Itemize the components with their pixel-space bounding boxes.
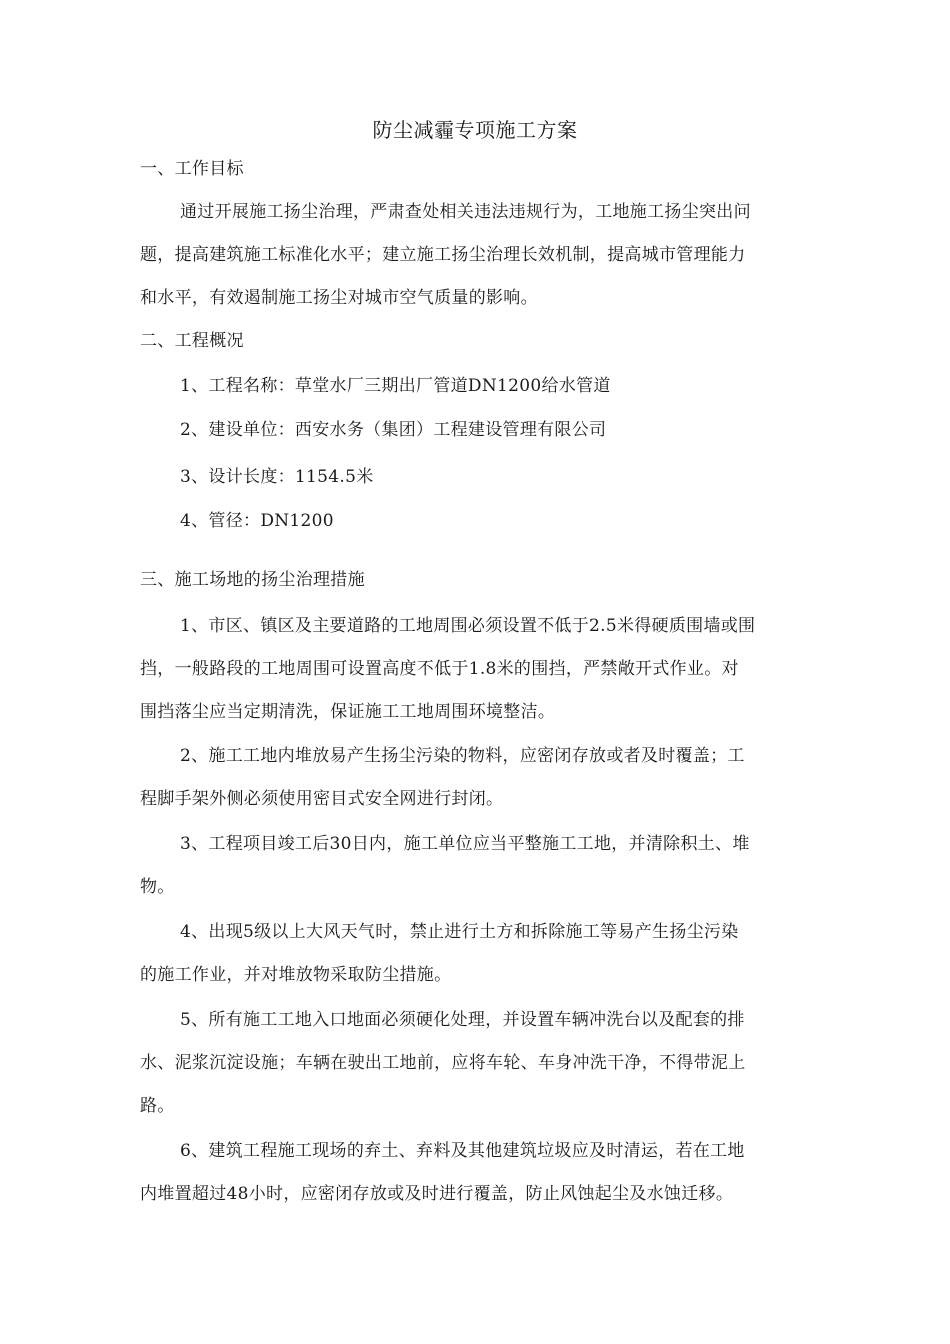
section-3-paragraph-line: 1、市区、镇区及主要道路的工地周围必须设置不低于2.5米得硬质围墙或围 (180, 616, 756, 636)
section-3-paragraph-line: 程脚手架外侧必须使用密目式安全网进行封闭。 (140, 789, 504, 809)
section-1-paragraph-line: 和水平，有效遏制施工扬尘对城市空气质量的影响。 (140, 288, 538, 308)
project-name-item: 1、工程名称：草堂水厂三期出厂管道DN1200给水管道 (180, 376, 611, 396)
section-3-paragraph-line: 2、施工工地内堆放易产生扬尘污染的物料，应密闭存放或者及时覆盖；工 (180, 746, 745, 766)
builder-unit-item: 2、建设单位：西安水务（集团）工程建设管理有限公司 (180, 420, 607, 440)
section-1-paragraph-line: 通过开展施工扬尘治理，严肃查处相关违法违规行为，工地施工扬尘突出问 (180, 202, 751, 222)
section-1-paragraph-line: 题，提高建筑施工标准化水平；建立施工扬尘治理长效机制，提高城市管理能力 (140, 245, 746, 265)
section-3-paragraph-line: 内堆置超过48小时，应密闭存放或及时进行覆盖，防止风蚀起尘及水蚀迁移。 (140, 1184, 734, 1204)
section-3-paragraph-line: 挡，一般路段的工地周围可设置高度不低于1.8米的围挡，严禁敞开式作业。对 (140, 659, 739, 679)
section-3-paragraph-line: 水、泥浆沉淀设施；车辆在驶出工地前，应将车轮、车身冲洗干净，不得带泥上 (140, 1053, 746, 1073)
design-length-item: 3、设计长度：1154.5米 (180, 467, 374, 487)
section-3-paragraph-line: 3、工程项目竣工后30日内，施工单位应当平整施工工地，并清除积土、堆 (180, 834, 750, 854)
section-3-paragraph-line: 4、出现5级以上大风天气时，禁止进行土方和拆除施工等易产生扬尘污染 (180, 922, 739, 942)
section-3-paragraph-line: 的施工作业，并对堆放物采取防尘措施。 (140, 965, 452, 985)
section-3-paragraph-line: 物。 (140, 877, 175, 897)
pipe-diameter-item: 4、管径：DN1200 (180, 511, 334, 531)
section-3-paragraph-line: 围挡落尘应当定期清洗，保证施工工地周围环境整洁。 (140, 702, 556, 722)
section-1-heading: 一、工作目标 (140, 159, 244, 179)
section-3-paragraph-line: 路。 (140, 1096, 175, 1116)
section-3-heading: 三、施工场地的扬尘治理措施 (140, 570, 365, 590)
section-3-paragraph-line: 6、建筑工程施工现场的弃土、弃料及其他建筑垃圾应及时清运，若在工地 (180, 1141, 745, 1161)
document-title: 防尘减霾专项施工方案 (372, 118, 578, 142)
section-3-paragraph-line: 5、所有施工工地入口地面必须硬化处理，并设置车辆冲洗台以及配套的排 (180, 1010, 745, 1030)
section-2-heading: 二、工程概况 (140, 331, 244, 351)
